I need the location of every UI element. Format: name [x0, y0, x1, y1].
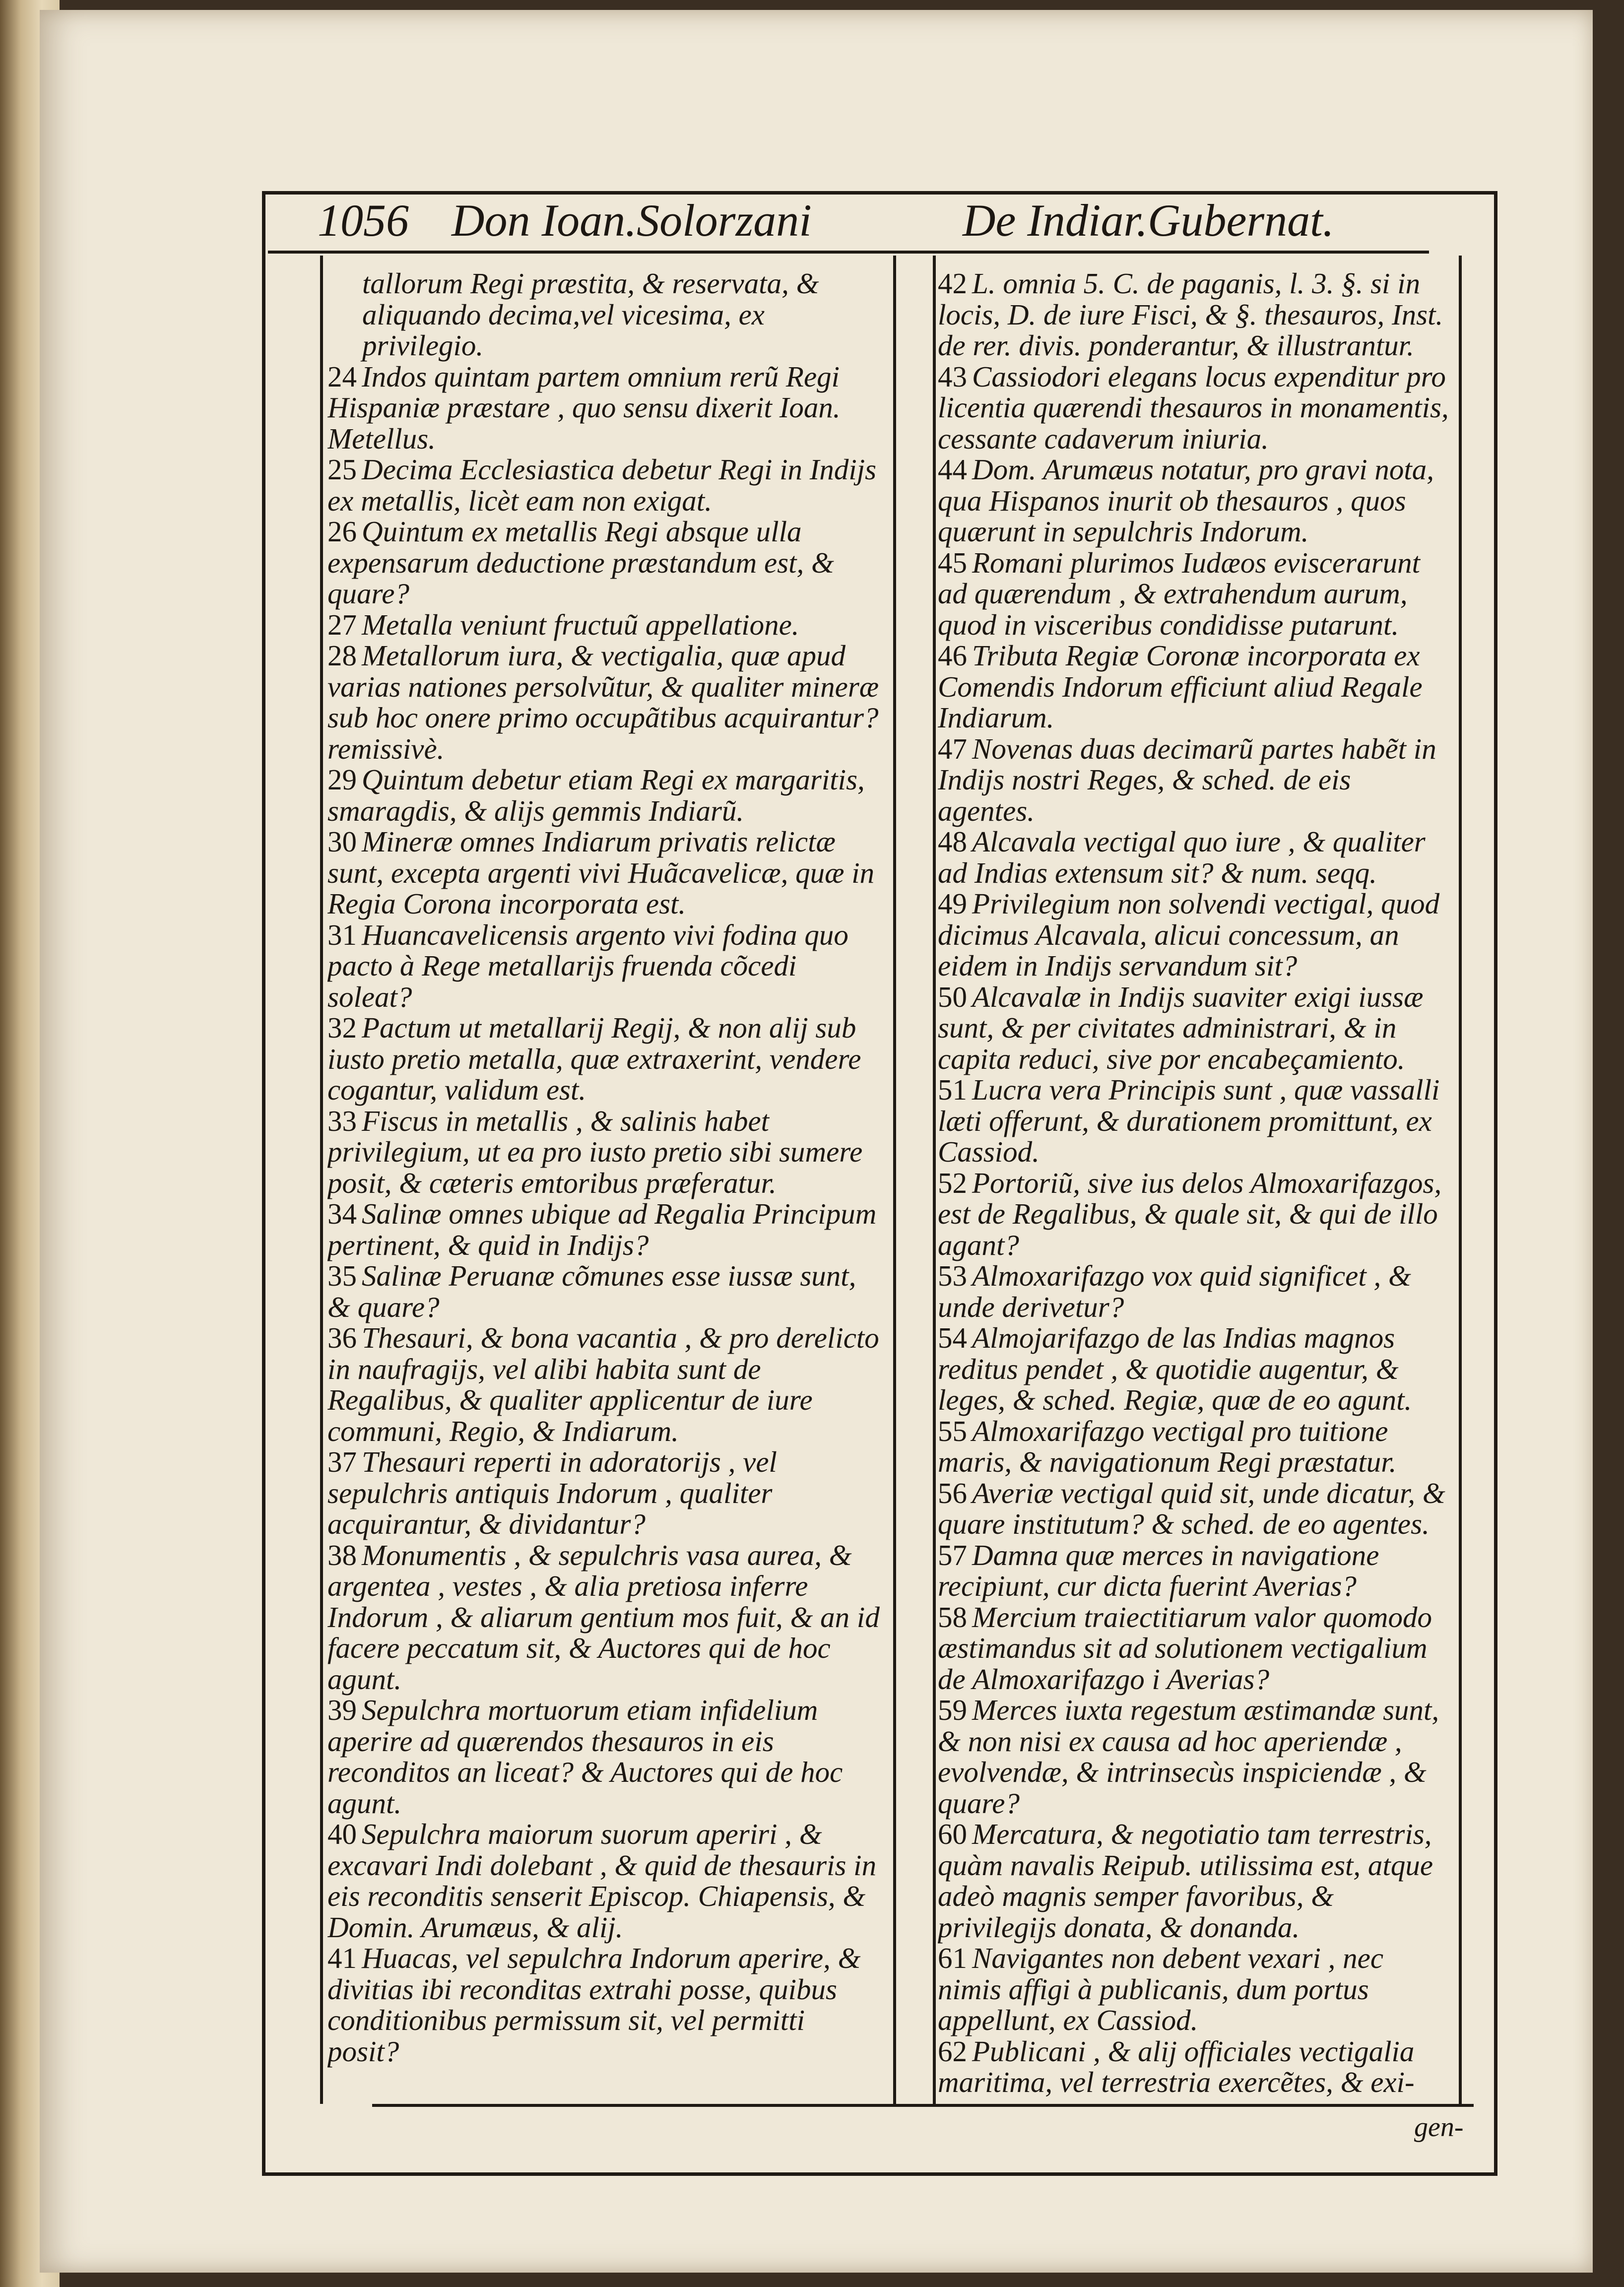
index-entry [938, 1819, 1454, 1943]
entry-text: Portoriũ, sive ius delos Almoxarifazgos, est de Regalibus, & quale sit, & qui de illo agant? [938, 1166, 1442, 1261]
entry-number: 47 [938, 732, 967, 765]
entry-text: Fiscus in metallis , & salinis habet privilegium, ut ea pro iusto pretio sibi sumere posit, & cæteris emtoribus præferatur. [327, 1104, 863, 1199]
index-entry [327, 1446, 883, 1540]
index-entry [938, 361, 1454, 455]
entry-number: 31 [327, 918, 357, 951]
entry-number: 24 [327, 360, 357, 393]
entry-number: 48 [938, 825, 967, 858]
entry-number: 46 [938, 639, 967, 672]
index-entry [327, 361, 883, 455]
entry-number: 58 [938, 1600, 967, 1634]
entry-number: 33 [327, 1104, 357, 1137]
entry-text: Alcavala vectigal quo iure , & qualiter ad Indias extensum sit? & num. seqq. [938, 825, 1426, 889]
page-header [318, 191, 1459, 251]
entry-text: Novenas duas decimarũ partes habẽt in Indijs nostri Reges, & sched. de eis agentes. [938, 732, 1436, 827]
index-entry [327, 919, 883, 1013]
entry-text: Almoxarifazgo vectigal pro tuitione maris, & navigationum Regi præstatur. [938, 1414, 1397, 1478]
left-column-lead: tallorum Regi præstita, & reservata, & aliquando decima,vel vicesima, ex privilegio. [362, 268, 819, 362]
entry-text: Quintum debetur etiam Regi ex margaritis, smaragdis, & alijs gemmis Indiarũ. [327, 763, 865, 827]
entry-number: 54 [938, 1321, 967, 1354]
entry-number: 41 [327, 1942, 357, 1974]
right-column-rule [1459, 256, 1462, 2104]
left-entries [327, 361, 883, 2067]
entry-number: 30 [327, 825, 357, 858]
entry-number: 32 [327, 1011, 357, 1044]
index-entry [327, 1260, 883, 1322]
entry-number: 44 [938, 453, 967, 486]
entry-text: Monumentis , & sepulchris vasa aurea, & argentea , vestes , & alia pretiosa inferre Indorum , & aliarum gentium mos fuit, & an id facere peccatum sit, & Auctores qui de hoc agunt. [327, 1538, 880, 1696]
left-column-rule [320, 256, 323, 2104]
entry-text: Salinæ Peruanæ cõmunes esse iussæ sunt, & quare? [327, 1259, 856, 1323]
entry-number: 59 [938, 1694, 967, 1726]
index-entry [938, 1260, 1454, 1322]
left-column [327, 268, 883, 2099]
index-entry [938, 1322, 1454, 1416]
index-entry [938, 888, 1454, 981]
catchword: gen- [1414, 2112, 1464, 2143]
entry-text: L. omnia 5. C. de paganis, l. 3. §. si in locis, D. de iure Fisci, & §. thesauros, Inst. de rer. divis. ponderantur, & illustrantur. [938, 268, 1443, 362]
entry-number: 39 [327, 1694, 357, 1726]
entry-text: Indos quintam partem omnium rerũ Regi Hispaniæ præstare , quo sensu dixerit Ioan. Metellus. [327, 360, 841, 455]
index-entry [938, 1540, 1454, 1602]
index-entry [327, 1695, 883, 1819]
index-entry [327, 516, 883, 609]
entry-text: Romani plurimos Iudæos eviscerarunt ad quærendum , & extrahendum aurum, quod in visceribus condidisse putarunt. [938, 546, 1420, 641]
entry-number: 29 [327, 763, 357, 796]
entry-text: Damna quæ merces in navigatione recipiunt, cur dicta fuerint Averias? [938, 1538, 1379, 1602]
index-entry [938, 454, 1454, 547]
entry-text: Privilegium non solvendi vectigal, quod dicimus Alcavala, alicui concessum, an eidem in Indijs servandum sit? [938, 887, 1440, 982]
running-head-right: De Indiar.Gubernat. [963, 195, 1334, 246]
index-entry [938, 981, 1454, 1075]
entry-number: 45 [938, 546, 967, 579]
entry-number: 25 [327, 453, 357, 486]
entry-number: 51 [938, 1073, 967, 1106]
entry-number: 27 [327, 608, 357, 641]
index-entry [327, 826, 883, 919]
index-entry [938, 1602, 1454, 1695]
index-entry [327, 1198, 883, 1260]
index-entry [938, 268, 1454, 361]
index-entry [938, 1478, 1454, 1540]
page-number: 1056 [318, 195, 409, 246]
index-entry [327, 454, 883, 516]
entry-text: Thesauri reperti in adoratorijs , vel sepulchris antiquis Indorum , qualiter acquirantur, & dividantur? [327, 1445, 777, 1540]
entry-number: 52 [938, 1166, 967, 1199]
right-entries [938, 268, 1454, 2098]
center-rule-left [893, 256, 896, 2104]
entry-text: Averiæ vectigal quid sit, unde dicatur, & quare institutum? & sched. de eo agentes. [938, 1476, 1445, 1540]
entry-text: Huacas, vel sepulchra Indorum aperire, & divitias ibi reconditas extrahi posse, quibus conditionibus permissum sit, vel permitti posit? [327, 1942, 861, 2068]
entry-text: Thesauri, & bona vacantia , & pro derelicto in naufragijs, vel alibi habita sunt de Regalibus, & qualiter applicentur de iure communi, Regio, & Indiarum. [327, 1321, 879, 1447]
index-entry [938, 1695, 1454, 1819]
entry-text: Sepulchra maiorum suorum aperiri , & excavari Indi dolebant , & quid de thesauris in eis reconditis senserit Episcop. Chiapensis, & Domin. Arumæus, & alij. [327, 1818, 877, 1944]
bottom-rule [372, 2104, 1474, 2107]
index-entry [327, 640, 883, 764]
entry-number: 62 [938, 2034, 967, 2068]
entry-number: 43 [938, 360, 967, 393]
index-entry [327, 1106, 883, 1199]
entry-text: Merces iuxta regestum æstimandæ sunt, & non nisi ex causa ad hoc aperiendæ , evolvendæ, & intrinsecùs inspiciendæ , & quare? [938, 1694, 1439, 1820]
entry-text: Dom. Arumæus notatur, pro gravi nota, qua Hispanos inurit ob thesauros , quos quærunt in sepulchris Indorum. [938, 453, 1434, 548]
entry-number: 42 [938, 268, 967, 300]
index-entry [938, 733, 1454, 827]
entry-number: 60 [938, 1818, 967, 1850]
entry-number: 57 [938, 1538, 967, 1571]
entry-text: Decima Ecclesiastica debetur Regi in Indijs ex metallis, licèt eam non exigat. [327, 453, 877, 517]
entry-number: 28 [327, 639, 357, 672]
entry-text: Almojarifazgo de las Indias magnos reditus pendet , & quotidie augentur, & leges, & sched. Regiæ, quæ de eo agunt. [938, 1321, 1412, 1416]
entry-number: 37 [327, 1445, 357, 1478]
index-entry [938, 1943, 1454, 2036]
entry-text: Huancavelicensis argento vivi fodina quo pacto à Rege metallarijs fruenda cõcedi soleat? [327, 918, 848, 1013]
index-entry [938, 1416, 1454, 1478]
entry-number: 38 [327, 1538, 357, 1571]
index-entry [938, 826, 1454, 888]
index-entry [327, 609, 883, 641]
entry-number: 49 [938, 887, 967, 920]
entry-number: 34 [327, 1197, 357, 1230]
entry-number: 61 [938, 1942, 967, 1974]
index-entry [938, 2036, 1454, 2098]
entry-number: 40 [327, 1818, 357, 1850]
index-entry [938, 1168, 1454, 1261]
entry-text: Almoxarifazgo vox quid significet , & unde derivetur? [938, 1259, 1411, 1323]
index-entry [327, 1322, 883, 1446]
entry-number: 26 [327, 515, 357, 548]
entry-text: Mercium traiectitiarum valor quomodo æstimandus sit ad solutionem vectigalium de Almoxarifazgo i Averias? [938, 1600, 1432, 1696]
entry-text: Metalla veniunt fructuũ appellatione. [362, 608, 799, 641]
center-rule-right [933, 256, 936, 2104]
entry-text: Cassiodori elegans locus expenditur pro licentia quærendi thesauros in monamentis, cessante cadaverum iniuria. [938, 360, 1449, 455]
entry-text: Metallorum iura, & vectigalia, quæ apud varias nationes persolvũtur, & qualiter mineræ sub hoc onere primo occupãtibus acquirantur? remissivè. [327, 639, 879, 765]
entry-text: Pactum ut metallarij Regij, & non alij sub iusto pretio metalla, quæ extraxerint, vendere cogantur, validum est. [327, 1011, 861, 1106]
index-entry [327, 1012, 883, 1106]
entry-number: 55 [938, 1414, 967, 1447]
entry-number: 53 [938, 1259, 967, 1292]
index-entry [327, 1943, 883, 2067]
entry-text: Salinæ omnes ubique ad Regalia Principum pertinent, & quid in Indijs? [327, 1197, 877, 1261]
index-entry [938, 1074, 1454, 1168]
entry-text: Mercatura, & negotiatio tam terrestris, quàm navalis Reipub. utilissima est, atque adeò magnis semper favoribus, & privilegijs donata, & donanda. [938, 1818, 1433, 1944]
header-rule [268, 251, 1429, 254]
running-head-left: Don Ioan.Solorzani [452, 195, 812, 246]
index-entry [938, 640, 1454, 733]
entry-text: Mineræ omnes Indiarum privatis relictæ sunt, excepta argenti vivi Huãcavelicæ, quæ in Regia Corona incorporata est. [327, 825, 875, 920]
entry-text: Sepulchra mortuorum etiam infidelium aperire ad quærendos thesauros in eis reconditos an liceat? & Auctores qui de hoc agunt. [327, 1694, 843, 1820]
entry-number: 56 [938, 1476, 967, 1509]
entry-text: Lucra vera Principis sunt , quæ vassalli læti offerunt, & durationem promittunt, ex Cassiod. [938, 1073, 1440, 1168]
entry-number: 35 [327, 1259, 357, 1292]
index-entry [327, 1540, 883, 1695]
entry-text: Quintum ex metallis Regi absque ulla expensarum deductione præstandum est, & quare? [327, 515, 834, 610]
entry-text: Publicani , & alij officiales vectigalia maritima, vel terrestria exercẽtes, & exi- [938, 2034, 1415, 2098]
entry-number: 50 [938, 980, 967, 1013]
entry-text: Tributa Regiæ Coronæ incorporata ex Comendis Indorum efficiunt aliud Regale Indiarum. [938, 639, 1423, 734]
index-entry [938, 547, 1454, 641]
index-entry [327, 1819, 883, 1943]
entry-text: Alcavalæ in Indijs suaviter exigi iussæ sunt, & per civitates administrari, & in capita reduci, sive por encabeçamiento. [938, 980, 1424, 1075]
right-column [938, 268, 1454, 2099]
entry-text: Navigantes non debent vexari , nec nimis affigi à publicanis, dum portus appellunt, ex Cassiod. [938, 1942, 1384, 2036]
index-entry [327, 764, 883, 826]
entry-number: 36 [327, 1321, 357, 1354]
